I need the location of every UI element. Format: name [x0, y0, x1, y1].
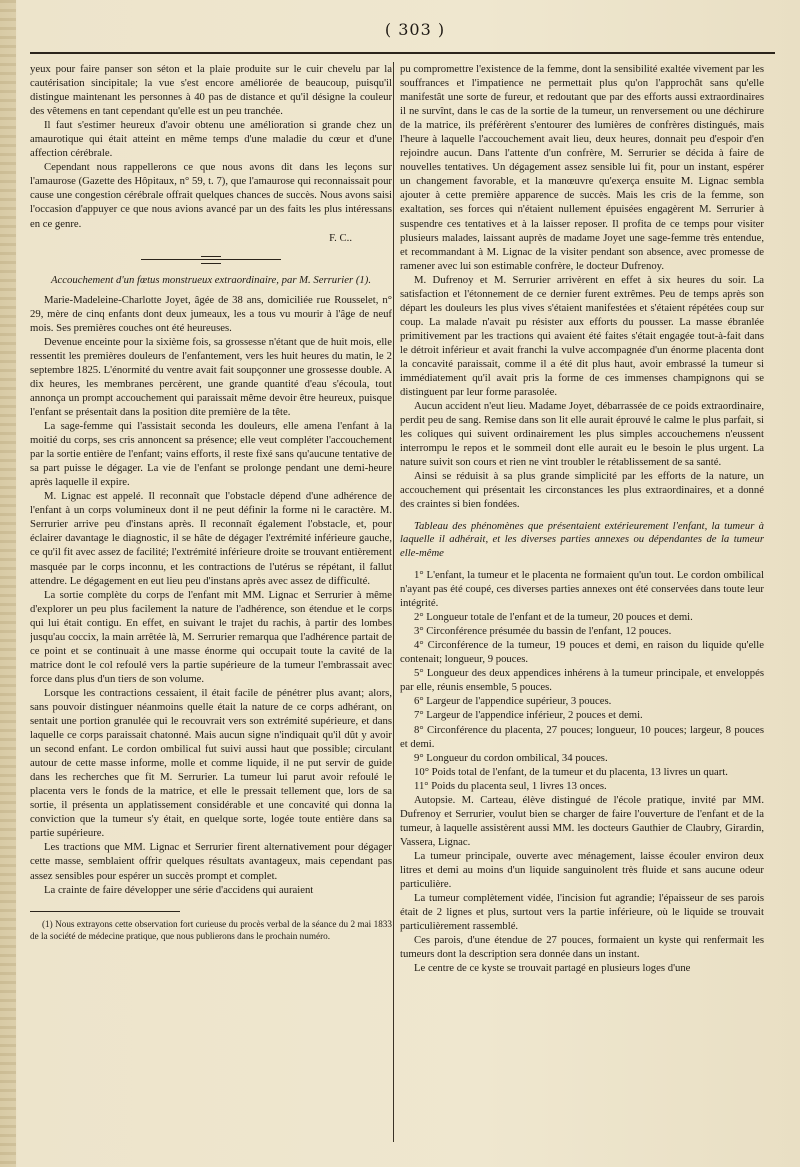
- page-header: [30, 18, 775, 54]
- paragraph: La sage-femme qui l'assistait seconda les douleurs, elle amena l'enfant à la moitié du corps, ses cris annoncent sa présence; elle veut compléter l'accouchement par la sortie entière de l'enfant; vains efforts, il reste fixé sans qu'aucune tentative de sa part puisse le dégager. La vie de l'enfant se prolonge pendant une demi-heure après laquelle il expire.: [30, 420, 392, 489]
- list-item: 2° Longueur totale de l'enfant et de la tumeur, 20 pouces et demi.: [414, 611, 693, 624]
- list-item: 7° Largeur de l'appendice inférieur, 2 pouces et demi.: [414, 709, 643, 722]
- paragraph: Devenue enceinte pour la sixième fois, sa grossesse n'étant que de huit mois, elle ressentit les premières douleurs de l'enfantement, vers les huit heures du matin, le 2 septembre 1825. L'énormité du ventre avait fait soupçonner une grossesse double. A dix heures, les membranes percèrent, une grande quantité d'eau s'écoula, tout annonça un prompt accouchement qui paraissait même devoir être heureux, puisque l'enfant se présentait dans la position dite première de la tête.: [30, 335, 392, 418]
- column-divider: [393, 62, 394, 1142]
- list-item: 4° Circonférence de la tumeur, 19 pouces et demi, en raison du liquide qu'elle contenait; longueur, 9 pouces.: [400, 639, 764, 666]
- paragraph: Aucun accident n'eut lieu. Madame Joyet, débarrassée de ce poids extraordinaire, perdit peu de sang. Remise dans son lit elle aurait éprouvé le calme le plus parfait, si les coliques qui suivent ordinairement les plus simples accouchemens n'eussent interrompu le repos et le sommeil dont elle aurait eu le besoin le plus urgent. La nature suivit son cours et rien ne vint troubler le rétablissement de sa santé.: [400, 400, 764, 469]
- paragraph: M. Dufrenoy et M. Serrurier arrivèrent en effet à six heures du soir. La satisfaction et l'étonnement de ce dernier furent extrêmes. Peu de temps après son départ les douleurs les plus vives s'étaient manifestées et s'étaient répétées coup sur coup. La malade n'avait pu résister aux efforts du pousser. La masse ébranlée primitivement par les tractions qui avaient été faites s'était engagée tout-à-fait dans le détroit inférieur et avait franchi la vulve accompagnée d'un énorme placenta dont la concavité paraissait, comme il a été dit plus haut, avoir embrassé la tumeur si immédiatement qu'il avait pris la forme de ces immenses champignons qui se distinguent par leur forme parasolée.: [400, 273, 764, 399]
- paragraph: Autopsie. M. Carteau, élève distingué de l'école pratique, invité par MM. Dufrenoy et Serrurier, voulut bien se charger de faire l'ouverture de l'enfant et de la tumeur, à laquelle assistèrent aussi MM. les docteurs Gauthier de Claubry, Girardin, Vassera, Lignac.: [400, 793, 764, 848]
- paragraph: Ainsi se réduisit à sa plus grande simplicité par les efforts de la nature, un accouchement qui présentait les circonstances les plus extraordinaires, et a donné des craintes si bien fondées.: [400, 470, 764, 511]
- article-signature: F. C..: [329, 231, 352, 244]
- list-item: 11° Poids du placenta seul, 1 livres 13 onces.: [414, 779, 607, 792]
- page-binding-edge: [0, 0, 16, 1167]
- paragraph: Le centre de ce kyste se trouvait partagé en plusieurs loges d'une: [414, 962, 691, 975]
- list-item: 8° Circonférence du placenta, 27 pouces; longueur, 10 pouces; largeur, 8 pouces et demi.: [400, 723, 764, 750]
- footnote: (1) Nous extrayons cette observation fort curieuse du procès verbal de la séance du 2 mai 1833 de la société de médecine pratique, que nous publierons dans le prochain numéro.: [30, 918, 392, 941]
- paragraph: Lorsque les contractions cessaient, il était facile de pénétrer plus avant; alors, sans pouvoir distinguer néanmoins quelle était la nature de ce corps adhérant, on sentait une portion granulée qui le recouvrait vers son extrémité supérieure, et dans laquelle ce corps paraissait chatonné. Mais aucun signe n'indiquait qu'il dût y avoir un second enfant. Le cordon ombilical fut suivi aussi haut que possible; circulant autour de cette masse informe, molle et comme liquide, il ne put servir de guide dans les recherches que fit M. Serrurier. La tumeur lui parut avoir refoulé le placenta vers le fonds de la matrice, et elle le pressait tellement que, lors de sa sortie, il présenta un applatissement considérable et une concavité qui donna la conviction que la tumeur s'y était, en quelque sorte, logée toute entière dans sa partie supérieure.: [30, 686, 392, 840]
- paragraph: Les tractions que MM. Lignac et Serrurier firent alternativement pour dégager cette masse, semblaient offrir quelques résultats avantageux, mais cependant pas assez sensibles pour espérer un succès prompt et complet.: [30, 841, 392, 882]
- article-title: Accouchement d'un fœtus monstrueux extraordinaire, par M. Serrurier (1).: [51, 273, 371, 286]
- paragraph: La tumeur principale, ouverte avec ménagement, laisse écouler environ deux litres et demi au moins d'un liquide sanguinolent très fluide et sans aucune odeur particulière.: [400, 849, 764, 891]
- paragraph: Marie-Madeleine-Charlotte Joyet, âgée de 38 ans, domiciliée rue Rousselet, n° 29, mère de cinq enfants dont deux jumeaux, les a tous vu mourir à l'âge de neuf mois. Ses premières couches ont été heureuses.: [30, 293, 392, 334]
- list-item: 5° Longueur des deux appendices inhérens à la tumeur principale, et enveloppés par elle, réunis ensemble, 5 pouces.: [400, 667, 764, 694]
- paragraph: yeux pour faire panser son séton et la plaie produite sur le cuir chevelu par la cautérisation sincipitale; la vue s'est encore améliorée de beaucoup, puisqu'il distingue maintenant les personnes à 40 pas de distance et qu'il désigne la couleur des vêtemens en tant cependant qu'elle est un peu tranchée.: [30, 63, 392, 118]
- paragraph: La sortie complète du corps de l'enfant mit MM. Lignac et Serrurier à même d'explorer un peu plus facilement la nature de l'adhérence, son étendue et le corps qui lui était contigu. En effet, en suivant le trajet du rachis, à partir des lombes jusqu'au coccix, la main arrêtée là, M. Serrurier remarqua que l'adhérence partait de ce point et se continuait à une masse énorme qui occupait toute la cavité de la matrice dont le col refoulé vers la partie supérieure de la tumeur l'embrassait avec force dans plus d'un tiers de son volume.: [30, 588, 392, 685]
- left-column: [30, 62, 392, 1122]
- footnote-rule: [30, 911, 180, 912]
- paragraph: Il faut s'estimer heureux d'avoir obtenu une amélioration si grande chez un amaurotique qui était atteint en même temps d'une maladie du cœur et d'une affection cérébrale.: [30, 119, 392, 160]
- paragraph: M. Lignac est appelé. Il reconnaît que l'obstacle dépend d'une adhérence de l'enfant à un corps volumineux dont il ne peut définir la forme ni le caractère. M. Serrurier arrive peu d'instans après. Il reconnaît également l'obstacle, et, pour éclairer davantage le diagnostic, il se hâte de dégager l'extrémité inférieure gauche, ce qu'il fit avec assez de facilité; l'extrémité inférieure droite se trouvant entièrement masquée par le corps inconnu, et les contractions de l'utérus se répétant, il fallut attendre. Le dégagement en eut lieu peu d'instans après avec assez de difficulté.: [30, 490, 392, 587]
- paragraph: pu compromettre l'existence de la femme, dont la sensibilité exaltée vivement par les souffrances et l'impatience ne permettait plus qu'on l'approchât sans qu'elle manifestât une sorte de fureur, et redoutant que par des efforts aussi extraordinaires il ne survînt, dans le cas de la sortie de la tumeur, un renversement ou une déchirure de la matrice, ils préférèrent s'entourer des lumières de confrères distingués, mais l'heure à laquelle l'accouchement avait lieu, deux heures, donnait peu d'espoir d'en rejoindre aucun. Dans l'attente d'un confrère, M. Serrurier se décida à faire de nouvelles tentatives. Un dégagement assez sensible lui fit, pour un instant, espérer un changement favorable, et la manœuvre qu'exerça ensuite M. Lignac sembla ajouter à cette première apparence de succès. Mais les cris de la femme, son exaltation, ses forces qui n'étaient nullement épuisées engagèrent M. Serrurier à suspendre ces tentatives et à la laisser reposer. Il profita de ce temps pour visiter plusieurs malades, laissant auprès de madame Joyet une sage-femme très entendue, et recommandant à M. Lignac de la visiter pendant son absence, avec promesse de ramener avec lui son estimable confrère, le docteur Dufrenoy.: [400, 63, 764, 272]
- list-item: 9° Longueur du cordon ombilical, 34 pouces.: [414, 751, 608, 764]
- paragraph: Cependant nous rappellerons ce que nous avons dit dans les leçons sur l'amaurose (Gazette des Hôpitaux, n° 59, t. 7), que l'amaurose qui reconnaissait pour cause une congestion cérébrale offrait quelques chances de succès. Nous avons saisi l'occasion d'appuyer ce que nous avions avancé par un des faits les plus intéressans en ce genre.: [30, 161, 392, 230]
- section-separator: [141, 259, 281, 261]
- paragraph: La crainte de faire développer une série d'accidens qui auraient: [44, 883, 314, 896]
- table-title: Tableau des phénomènes que présentaient extérieurement l'enfant, la tumeur à laquelle il adhérait, et les diverses parties annexes ou dépendantes de la tumeur elle-même: [400, 519, 764, 559]
- page-number: ( 303 ): [384, 20, 446, 39]
- paragraph: Ces parois, d'une étendue de 27 pouces, formaient un kyste qui renfermait les tumeurs dont la description sera donnée dans un instant.: [400, 934, 764, 961]
- list-item: 3° Circonférence présumée du bassin de l'enfant, 12 pouces.: [414, 625, 672, 638]
- right-column: [400, 62, 764, 1122]
- list-item: 10° Poids total de l'enfant, de la tumeur et du placenta, 13 livres un quart.: [414, 765, 728, 778]
- paragraph: La tumeur complètement vidée, l'incision fut agrandie; l'épaisseur de ses parois était de 2 lignes et plus, surtout vers la partie inférieure, où le liquide se trouvait particulièrement rassemblé.: [400, 892, 764, 933]
- list-item: 6° Largeur de l'appendice supérieur, 3 pouces.: [414, 695, 612, 708]
- list-item: 1° L'enfant, la tumeur et le placenta ne formaient qu'un tout. Le cordon ombilical n'ayant pas été coupé, ces diverses parties annexes ont été conservées dans toute leur intégrité.: [400, 569, 764, 610]
